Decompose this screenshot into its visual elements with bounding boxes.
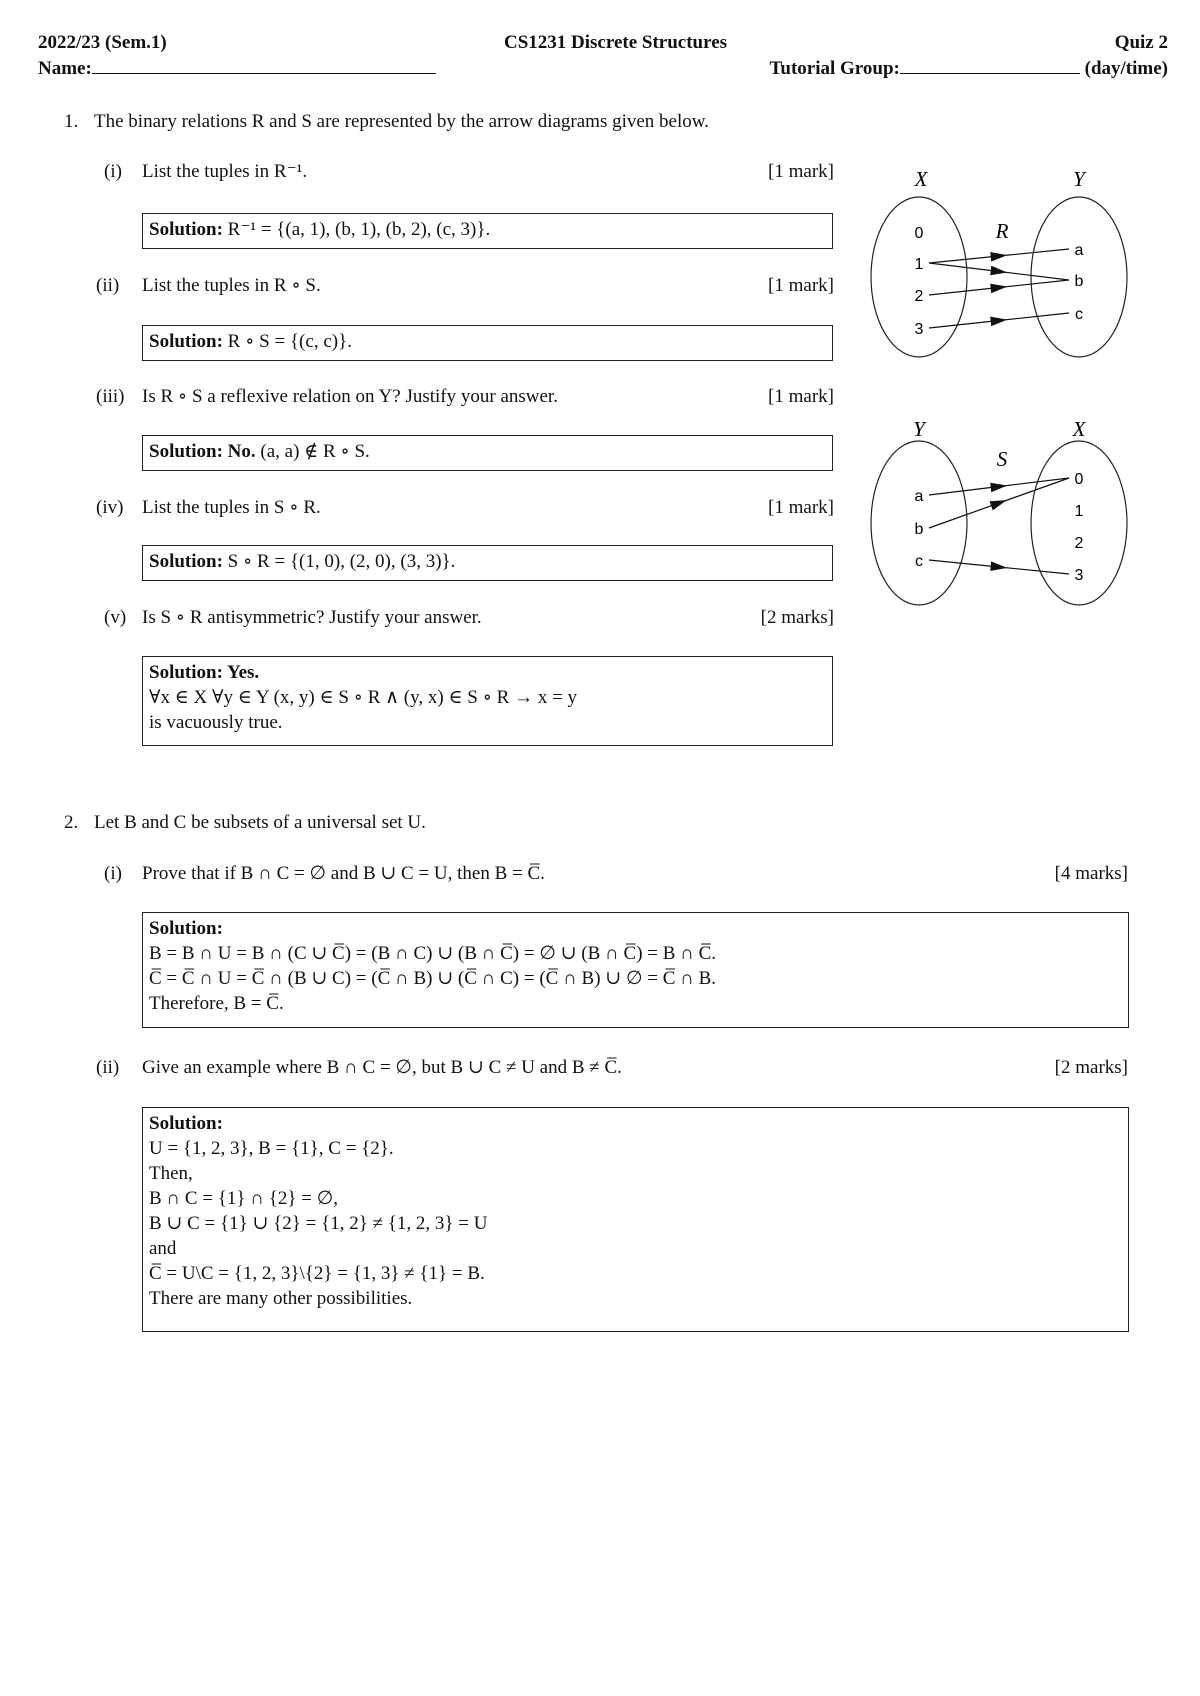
left-element: 2 bbox=[914, 288, 924, 305]
part-marks: [4 marks] bbox=[1054, 863, 1128, 884]
part-label: (ii) bbox=[96, 275, 120, 296]
arrow-diagrams bbox=[850, 150, 1150, 610]
name-label: Name: bbox=[38, 58, 92, 79]
name-field[interactable] bbox=[38, 58, 436, 80]
part-label: (ii) bbox=[96, 1057, 120, 1078]
solution-line: U = {1, 2, 3}, B = {1}, C = {2}. bbox=[149, 1138, 394, 1159]
relation-arrow bbox=[929, 249, 1069, 263]
right-element: c bbox=[1075, 306, 1083, 323]
solution-line: Therefore, B = C̅. bbox=[149, 993, 284, 1014]
part-marks: [1 mark] bbox=[768, 386, 834, 407]
part-question: Is S ∘ R antisymmetric? Justify your answer. bbox=[142, 607, 482, 628]
part-question: Is R ∘ S a reflexive relation on Y? Justify your answer. bbox=[142, 386, 558, 407]
q2-text: Let B and C be subsets of a universal set U. bbox=[94, 812, 426, 833]
left-element: a bbox=[914, 488, 924, 505]
right-element: 1 bbox=[1074, 503, 1084, 520]
relation-arrow bbox=[929, 478, 1069, 495]
relation-arrow bbox=[929, 263, 1069, 280]
solution-box bbox=[142, 325, 833, 361]
part-marks: [1 mark] bbox=[768, 161, 834, 182]
right-element: b bbox=[1074, 273, 1084, 290]
solution-box bbox=[142, 656, 833, 746]
set-x-label: X bbox=[1072, 417, 1086, 441]
tutorial-group-label: Tutorial Group: bbox=[769, 58, 900, 79]
daytime-label: (day/time) bbox=[1084, 58, 1168, 79]
solution-box bbox=[142, 545, 833, 581]
q1-number: 1. bbox=[64, 111, 79, 132]
part-question: List the tuples in S ∘ R. bbox=[142, 497, 321, 518]
solution-line: Then, bbox=[149, 1163, 193, 1184]
solution-line: C̅ = U\C = {1, 2, 3}\{2} = {1, 3} ≠ {1} = B. bbox=[149, 1263, 485, 1284]
solution-line: Solution: S ∘ R = {(1, 0), (2, 0), (3, 3)}. bbox=[149, 551, 456, 572]
right-element: 2 bbox=[1074, 535, 1084, 552]
solution-line: Solution: No. (a, a) ∉ R ∘ S. bbox=[149, 441, 370, 462]
part-label: (iii) bbox=[96, 386, 125, 407]
part-label: (i) bbox=[104, 161, 122, 182]
solution-line: is vacuously true. bbox=[149, 712, 283, 733]
relation-r-label: R bbox=[995, 219, 1009, 243]
part-question: List the tuples in R ∘ S. bbox=[142, 275, 321, 296]
solution-box bbox=[142, 435, 833, 471]
part-marks: [1 mark] bbox=[768, 497, 834, 518]
part-question: Give an example where B ∩ C = ∅, but B ∪ C ≠ U and B ≠ C̅. bbox=[142, 1057, 622, 1078]
part-label: (v) bbox=[104, 607, 127, 628]
solution-box bbox=[142, 1107, 1129, 1332]
part-marks: [2 marks] bbox=[1054, 1057, 1128, 1078]
relation-arrow bbox=[929, 313, 1069, 328]
right-element: a bbox=[1074, 242, 1084, 259]
solution-line: Solution: R ∘ S = {(c, c)}. bbox=[149, 331, 352, 352]
solution-box bbox=[142, 213, 833, 249]
relation-s-label: S bbox=[996, 447, 1008, 471]
solution-line: Solution: bbox=[149, 918, 223, 939]
left-element: 1 bbox=[914, 256, 924, 273]
left-element: 0 bbox=[914, 225, 924, 242]
tutorial-group-field[interactable] bbox=[769, 58, 1168, 80]
part-question: List the tuples in R⁻¹. bbox=[142, 161, 308, 182]
solution-line: B = B ∩ U = B ∩ (C ∪ C̅) = (B ∩ C) ∪ (B ∩ C̅) = ∅ ∪ (B ∩ C̅) = B ∩ C̅. bbox=[149, 943, 717, 964]
relation-r-diagram bbox=[871, 167, 1127, 357]
part-question: Prove that if B ∩ C = ∅ and B ∪ C = U, then B = C̅. bbox=[142, 863, 545, 884]
left-element: 3 bbox=[914, 321, 924, 338]
quiz-title: Quiz 2 bbox=[1114, 32, 1168, 53]
solution-line: B ∩ C = {1} ∩ {2} = ∅, bbox=[149, 1188, 338, 1209]
name-blank[interactable] bbox=[92, 59, 436, 74]
part-marks: [1 mark] bbox=[768, 275, 834, 296]
solution-line: Solution: R⁻¹ = {(a, 1), (b, 1), (b, 2), (c, 3)}. bbox=[149, 219, 491, 240]
solution-box bbox=[142, 912, 1129, 1028]
solution-line: Solution: bbox=[149, 1113, 223, 1134]
set-x-label: X bbox=[914, 167, 928, 191]
q2-number: 2. bbox=[64, 812, 79, 833]
solution-line: There are many other possibilities. bbox=[149, 1288, 413, 1309]
solution-line: and bbox=[149, 1238, 177, 1259]
right-element: 3 bbox=[1074, 567, 1084, 584]
part-marks: [2 marks] bbox=[760, 607, 834, 628]
solution-line: B ∪ C = {1} ∪ {2} = {1, 2} ≠ {1, 2, 3} = U bbox=[149, 1213, 488, 1234]
right-element: 0 bbox=[1074, 471, 1084, 488]
left-element: c bbox=[915, 553, 923, 570]
set-y-label: Y bbox=[1073, 167, 1085, 191]
course-title: CS1231 Discrete Structures bbox=[504, 32, 728, 53]
semester: 2022/23 (Sem.1) bbox=[38, 32, 167, 53]
solution-line: C̅ = C̅ ∩ U = C̅ ∩ (B ∪ C) = (C̅ ∩ B) ∪ (C̅ ∩ C) = (C̅ ∩ B) ∪ ∅ = C̅ ∩ B. bbox=[149, 968, 717, 989]
left-element: b bbox=[914, 521, 924, 538]
set-y-label: Y bbox=[913, 417, 925, 441]
part-label: (iv) bbox=[96, 497, 124, 518]
q1-text: The binary relations R and S are represented by the arrow diagrams given below. bbox=[94, 111, 710, 132]
relation-arrow bbox=[929, 280, 1069, 295]
part-label: (i) bbox=[104, 863, 122, 884]
tutorial-group-blank[interactable] bbox=[900, 59, 1080, 74]
solution-line: Solution: Yes. bbox=[149, 662, 260, 683]
relation-s-diagram bbox=[871, 417, 1127, 605]
relation-arrow bbox=[929, 478, 1069, 528]
relation-arrow bbox=[929, 560, 1069, 574]
solution-line: ∀x ∈ X ∀y ∈ Y (x, y) ∈ S ∘ R ∧ (y, x) ∈ S ∘ R → x = y bbox=[149, 687, 578, 708]
